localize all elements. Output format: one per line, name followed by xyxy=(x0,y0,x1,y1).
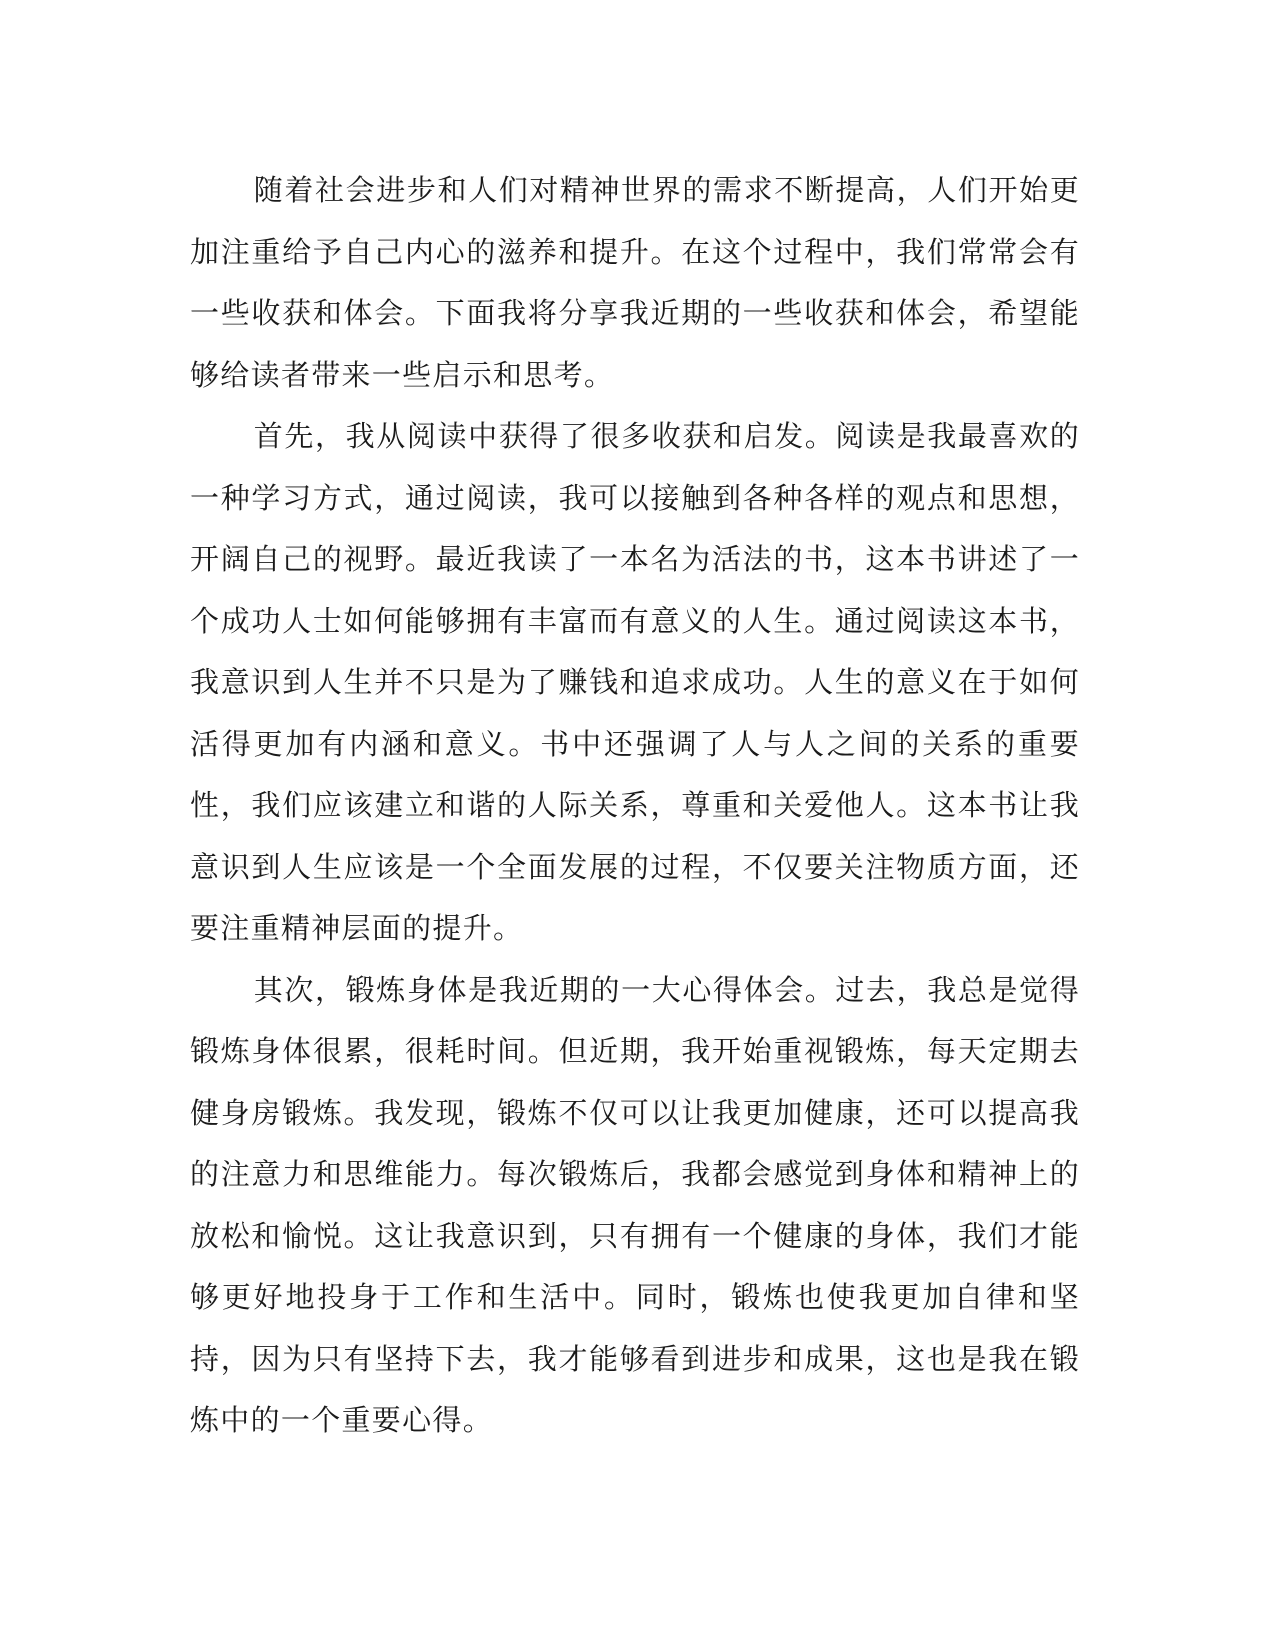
paragraph-exercise: 其次，锻炼身体是我近期的一大心得体会。过去，我总是觉得锻炼身体很累，很耗时间。但近期，我开始重视锻炼，每天定期去健身房锻炼。我发现，锻炼不仅可以让我更加健康，还可以提高我的注意力和思维能力。每次锻炼后，我都会感觉到身体和精神上的放松和愉悦。这让我意识到，只有拥有一个健康的身体，我们才能够更好地投身于工作和生活中。同时，锻炼也使我更加自律和坚持，因为只有坚持下去，我才能够看到进步和成果，这也是我在锻炼中的一个重要心得。 xyxy=(190,972,1080,1437)
body-text xyxy=(190,160,1080,1452)
paragraph-intro: 随着社会进步和人们对精神世界的需求不断提高，人们开始更加注重给予自己内心的滋养和提升。在这个过程中，我们常常会有一些收获和体会。下面我将分享我近期的一些收获和体会，希望能够给读者带来一些启示和思考。 xyxy=(190,173,1080,392)
paragraph-reading: 首先，我从阅读中获得了很多收获和启发。阅读是我最喜欢的一种学习方式，通过阅读，我可以接触到各种各样的观点和思想，开阔自己的视野。最近我读了一本名为活法的书，这本书讲述了一个成功人士如何能够拥有丰富而有意义的人生。通过阅读这本书，我意识到人生并不只是为了赚钱和追求成功。人生的意义在于如何活得更加有内涵和意义。书中还强调了人与人之间的关系的重要性，我们应该建立和谐的人际关系，尊重和关爱他人。这本书让我意识到人生应该是一个全面发展的过程，不仅要关注物质方面，还要注重精神层面的提升。 xyxy=(190,419,1080,945)
